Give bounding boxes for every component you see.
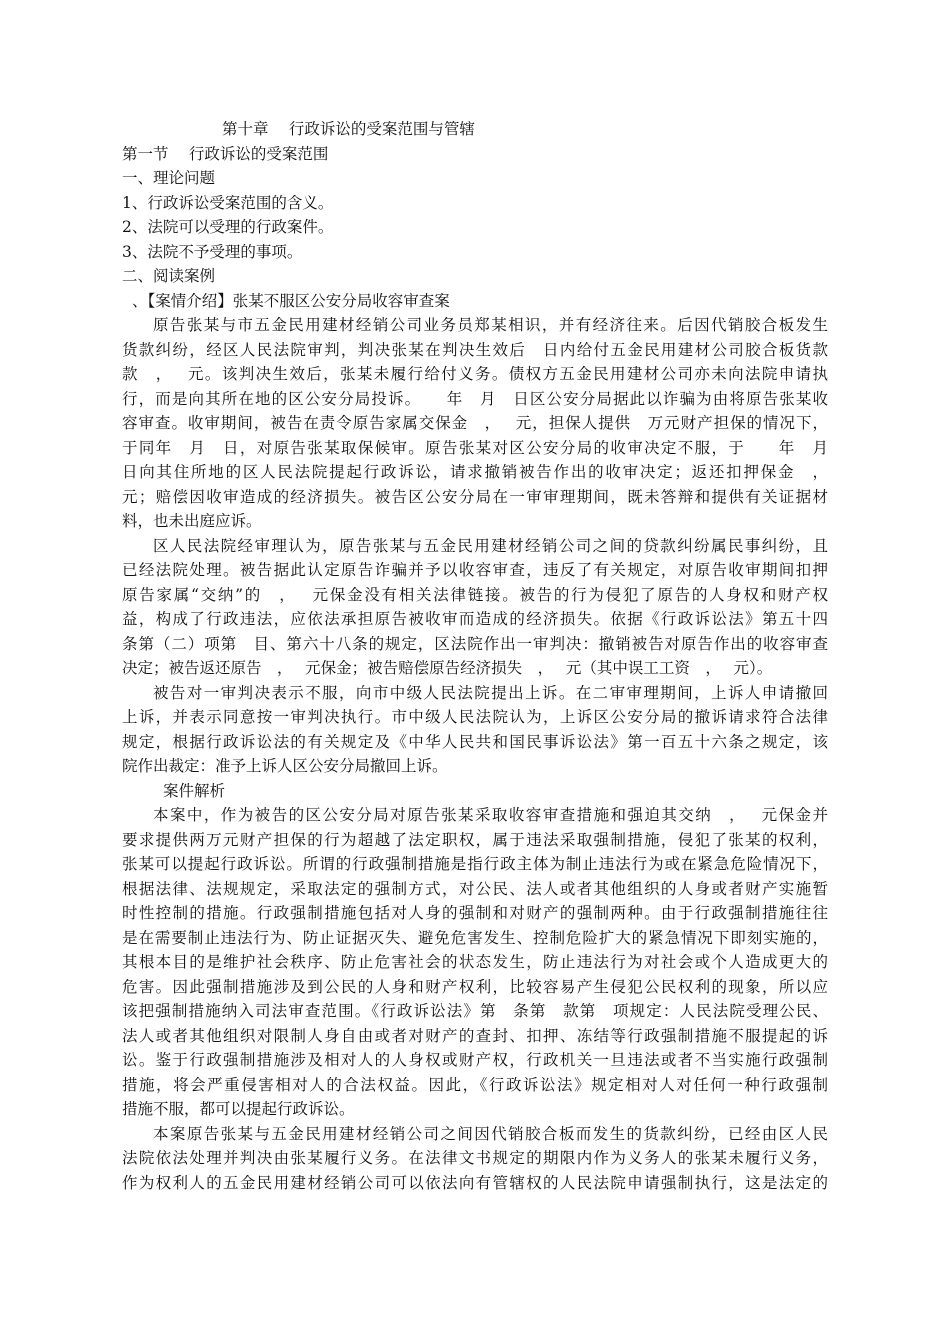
paragraph-line: 讼。鉴于行政强制措施涉及相对人的人身权或财产权，行政机关一旦违法或者不当实施行政强制 bbox=[122, 1051, 828, 1069]
paragraph-line: 措施不服，都可以提起行政诉讼。 bbox=[122, 1100, 355, 1118]
theory-item: 1、行政诉讼受案范围的含义。 bbox=[122, 193, 334, 212]
paragraph-line: 要求提供两万元财产担保的行为超越了法定职权，属于违法采取强制措施，侵犯了张某的权利， bbox=[122, 830, 828, 849]
paragraph-line: 措施，将会严重侵害相对人的合法权益。因此，《行政诉讼法》规定相对人对任何一种行政强制 bbox=[122, 1075, 828, 1094]
paragraph-line: 益，构成了行政违法，应依法承担原告被收审而造成的经济损失。依据《行政诉讼法》第五十四 bbox=[122, 610, 828, 628]
analysis-heading: 案件解析 bbox=[163, 781, 226, 800]
paragraph-line: 原告家属“交纳”的 ， 元保金没有相关法律链接。被告的行为侵犯了原告的人身权和财产权 bbox=[122, 585, 828, 604]
paragraph-line: 张某可以提起行政诉讼。所谓的行政强制措施是指行政主体为制止违法行为或在紧急危险情况下， bbox=[122, 855, 828, 873]
paragraph-line: 是在需要制止违法行为、防止证据灭失、避免危害发生、控制危险扩大的紧急情况下即刻实施的， bbox=[122, 928, 828, 947]
paragraph-line: 时性控制的措施。行政强制措施包括对人身的强制和对财产的强制两种。由于行政强制措施往往 bbox=[122, 904, 828, 922]
paragraph-line: 款 ， 元。该判决生效后，张某未履行给付义务。债权方五金民用建材公司亦未向法院申请执 bbox=[122, 365, 828, 383]
paragraph-line: 危害。因此强制措施涉及到公民的人身和财产权利，比较容易产生侵犯公民权利的现象，所以应 bbox=[122, 977, 828, 996]
paragraph-line: 作为权利人的五金民用建材经销公司可以依法向有管辖权的人民法院申请强制执行，这是法定的 bbox=[122, 1173, 828, 1192]
paragraph-line: 被告对一审判决表示不服，向市中级人民法院提出上诉。在二审审理期间，上诉人申请撤回 bbox=[153, 683, 828, 702]
case-intro-heading: 、【案情介绍】张某不服区公安分局收容审查案 bbox=[132, 291, 450, 310]
heading-theory: 一、理论问题 bbox=[122, 169, 216, 187]
paragraph-line: 元；赔偿因收审造成的经济损失。被告区公安分局在一审审理期间，既未答辩和提供有关证据材 bbox=[122, 487, 828, 506]
paragraph-line: 本案原告张某与五金民用建材经销公司之间因代销胶合板而发生的货款纠纷，已经由区人民 bbox=[153, 1124, 828, 1143]
chapter-title: 第十章 行政诉讼的受案范围与管辖 bbox=[222, 120, 475, 138]
paragraph-line: 原告张某与市五金民用建材经销公司业务员郑某相识，并有经济往来。后因代销胶合板发生 bbox=[153, 316, 828, 334]
theory-item: 3、法院不予受理的事项。 bbox=[122, 242, 303, 261]
paragraph-line: 货款纠纷，经区人民法院审判，判决张某在判决生效后 日内给付五金民用建材公司胶合板货款 bbox=[122, 340, 828, 359]
paragraph-line: 该把强制措施纳入司法审查范围。《行政诉讼法》第 条第 款第 项规定：人民法院受理公民、 bbox=[122, 1002, 828, 1020]
paragraph-line: 法院依法处理并判决由张某履行义务。在法律文书规定的期限内作为义务人的张某未履行义务， bbox=[122, 1149, 828, 1167]
paragraph-line: 其根本目的是维护社会秩序、防止危害社会的状态发生，防止违法行为对社会或个人造成更大的 bbox=[122, 953, 828, 971]
paragraph-line: 日向其住所地的区人民法院提起行政诉讼，请求撤销被告作出的收审决定；返还扣押保金 ， bbox=[122, 463, 828, 481]
paragraph-line: 院作出裁定：准予上诉人区公安分局撤回上诉。 bbox=[122, 757, 448, 775]
heading-cases: 二、阅读案例 bbox=[122, 267, 216, 285]
section-title: 第一节 行政诉讼的受案范围 bbox=[122, 144, 329, 163]
paragraph-line: 根据法律、法规规定，采取法定的强制方式，对公民、法人或者其他组织的人身或者财产实施暂 bbox=[122, 879, 828, 898]
paragraph-line: 条第（二）项第 目、第六十八条的规定，区法院作出一审判决：撤销被告对原告作出的收容审查 bbox=[122, 634, 828, 653]
paragraph-line: 已经法院处理。被告据此认定原告诈骗并予以收容审查，违反了有关规定，对原告收审期间扣押 bbox=[122, 561, 828, 579]
paragraph-line: 区人民法院经审理认为，原告张某与五金民用建材经销公司之间的贷款纠纷属民事纠纷，且 bbox=[153, 536, 828, 555]
paragraph-line: 上诉，并表示同意按一审判决执行。市中级人民法院认为，上诉区公安分局的撤诉请求符合法律 bbox=[122, 708, 828, 726]
paragraph-line: 料，也未出庭应诉。 bbox=[122, 512, 262, 530]
paragraph-line: 行，而是向其所在地的区公安分局投诉。 年 月 日区公安分局据此以诈骗为由将原告张某收 bbox=[122, 389, 828, 408]
paragraph-line: 决定；被告返还原告 ， 元保金；被告赔偿原告经济损失 ， 元（其中误工工资 ， 元）。 bbox=[122, 659, 773, 677]
paragraph-line: 于同年 月 日，对原告张某取保候审。原告张某对区公安分局的收审决定不服，于 年 月 bbox=[122, 438, 828, 457]
theory-item: 2、法院可以受理的行政案件。 bbox=[122, 218, 334, 236]
paragraph-line: 本案中，作为被告的区公安分局对原告张某采取收容审查措施和强迫其交纳 ， 元保金并 bbox=[153, 806, 828, 824]
paragraph-line: 法人或者其他组织对限制人身自由或者对财产的查封、扣押、冻结等行政强制措施不服提起的诉 bbox=[122, 1026, 828, 1045]
paragraph-line: 容审查。收审期间，被告在责令原告家属交保金 ， 元，担保人提供 万元财产担保的情况下， bbox=[122, 414, 828, 432]
paragraph-line: 规定，根据行政诉讼法的有关规定及《中华人民共和国民事诉讼法》第一百五十六条之规定，该 bbox=[122, 732, 828, 751]
